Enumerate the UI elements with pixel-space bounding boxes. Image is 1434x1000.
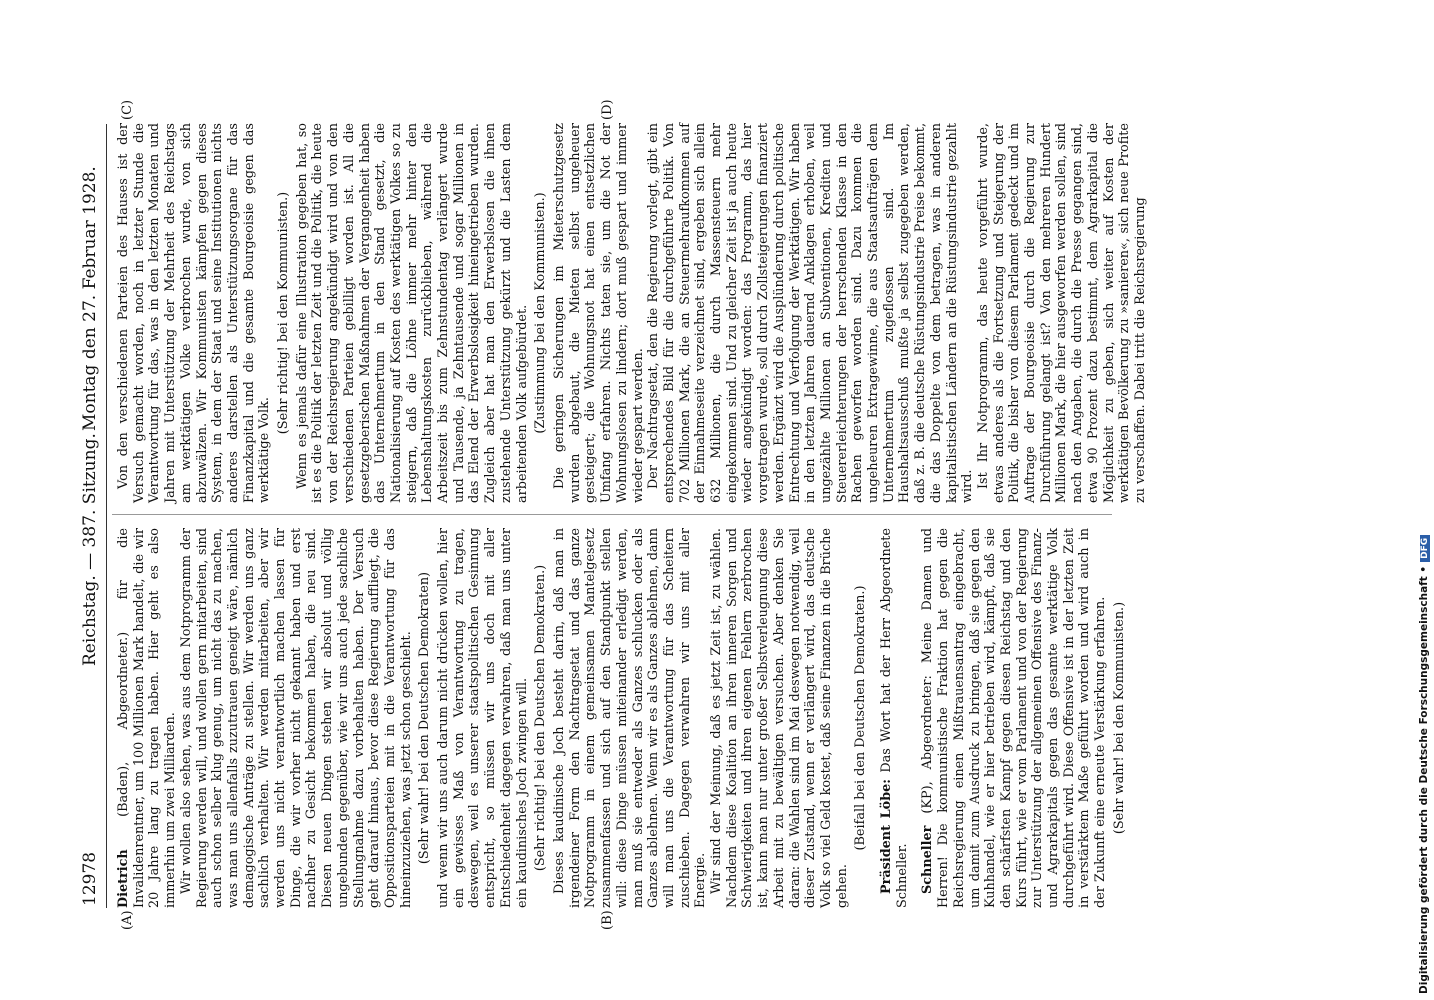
page-number: 12978 — [80, 851, 100, 906]
speaker-name: Präsident Löbe: — [879, 778, 895, 894]
interjection: (Zustimmung bei den Kommunisten.) — [533, 192, 549, 434]
paragraph: Schneller (KP), Abgeordneter: Meine Damen und Herren! Die kommunistische Fraktion hat gegen die Reichsregierung einen Mißtrauensantrag eingebracht, um damit zum Ausdruck zu bringen, daß sie gegen den Kuhhandel, wie er hier betrieben wird, kämpft, daß sie den schärfsten Kampf gegen diesen Reichstag und den Kurs führt, wie er vom Parlament und von der Regierung zur Unterstützung der allgemeinen Offensive des Finanz- und Agrarkapitals gegen das gesamte werktätige Volk durchgeführt wird. Diese Offensive ist in der letzten Zeit in verstärktem Maße geführt worden und wird auch in der Zukunft eine erneute Verstärkung erfahren. — [920, 528, 1109, 908]
paragraph: Dieses kaudinische Joch besteht darin, daß man in irgendeiner Form den Nachtragsetat und das ganze Notprogramm in einem gemeinsamen Mantelgesetz zusammenfassen und sich auf den Standpunkt stellen will: diese Dinge müssen miteinander erledigt werden, man muß sie entweder als Ganzes schlucken oder als Ganzes ablehnen. Wenn wir es als Ganzes ablehnen, dann will man uns die Verantwortung für das Scheitern zuschieben. Dagegen verwahren wir uns mit aller Energie. — [551, 528, 709, 908]
speaker-name: Schneller — [920, 825, 936, 894]
header-date: Montag den 27. Februar 1928. — [80, 166, 100, 431]
digitization-credit: Digitalisierung gefördert durch die Deutsche Forschungsgemeinschaft •DFG — [1418, 535, 1430, 994]
marker-a: (A) — [120, 910, 135, 930]
interjection: (Sehr richtig! bei den Kommunisten.) — [276, 191, 292, 435]
dfg-logo: DFG — [1420, 535, 1430, 562]
interjection: (Beifall bei den Deutschen Demokraten.) — [853, 585, 869, 851]
paragraph: Wir sind der Meinung, daß es jetzt Zeit ist, zu wählen. Nachdem diese Koalition an ihren inneren Sorgen und Schwierigkeiten und ihren eigenen Fehlern zerbrochen ist, kann man nur unter großer Selbstverleugnung diese Arbeit mit zu bewältigen versuchen. Aber denken Sie daran: die Wahlen sind im Mai deswegen notwendig, weil dieser Zustand, wenn er verlängert wird, das deutsche Volk so viel Geld kostet, daß seine Finanzen in die Brüche gehen. — [709, 528, 850, 908]
header-rule — [106, 124, 107, 908]
paragraph: Präsident Löbe: Das Wort hat der Herr Abgeordnete Schneller. — [879, 528, 910, 908]
paragraph: Wir wollen also sehen, was aus dem Notprogramm der Regierung werden will, und wollen gern mitarbeiten, sind auch schon selber klug genug, um nicht das zu machen, was man uns allenfalls zuzutrauen geneigt wäre, nämlich demagogische Anträge zu stellen. Wir werden uns ganz sachlich verhalten. Wir werden mitarbeiten, aber wir werden uns nicht verantwortlich machen lassen für Dinge, die wir vorher nicht gekannt haben und erst nachher zu Gesicht bekommen haben, die neu sind. Diesen neuen Dingen stehen wir absolut und völlig ungebunden gegenüber, wie wir uns auch jede sachliche Stellungnahme dazu vorbehalten haben. Der Versuch geht darauf hinaus, bevor diese Regierung auffliegt, die Oppositionsparteien mit in die Verantwortung für das hineinzuziehen, was jetzt schon geschieht. — [178, 528, 414, 908]
paragraph: Die geringen Sicherungen im Mieterschutzgesetz wurden abgebaut, die Mieten selbst ungeheuer gesteigert; die Wohnungsnot hat einen entsetzlichen Umfang erfahren. Nichts taten sie, um die Not der Wohnungslosen zu lindern; dort muß gespart und immer wieder gespart werden. — [551, 123, 646, 503]
interjection: (Sehr wahr! bei den Deutschen Demokraten) — [417, 571, 433, 865]
marker-c: (C) — [120, 99, 135, 120]
paragraph: und wenn wir uns auch darum nicht drücken wollen, hier ein gewisses Maß von Verantwortung zu tragen, deswegen, weil es unserer staatspolitischen Gesinnung entspricht, so müssen wir uns doch mit aller Entschiedenheit dagegen verwahren, daß man uns unter ein kaudinisches Joch zwingen will. — [436, 528, 530, 908]
paragraph: Ist Ihr Notprogramm, das heute vorgeführt wurde, etwas anderes als die Fortsetzung und Steigerung der Politik, die bisher von diesem Parlament gedeckt und im Auftrage der Bourgeoisie durch die Regierung zur Durchführung gelangt ist? Von den mehreren Hundert Millionen Mark, die hier ausgeworfen werden sollen, sind nach den Angaben, die durch die Presse gegangen sind, etwa 90 Prozent dazu bestimmt, dem Agrarkapital die Möglichkeit zu geben, sich weiter auf Kosten der werktätigen Bevölkerung zu »sanieren«, sich neue Profite zu verschaffen. Dabei tritt die Reichsregierung — [975, 123, 1148, 503]
right-column — [116, 122, 1148, 503]
paragraph: Dietrich (Baden), Abgeordneter.) für die Invalidenrentner, um 100 Millionen Mark handelt, die wir 20 Jahre lang zu tragen haben. Hier geht es also immerhin um zwei Milliarden. — [116, 528, 179, 908]
interjection: (Sehr richtig! bei den Deutschen Demokraten.) — [533, 564, 549, 872]
speaker-name: Dietrich — [116, 849, 131, 908]
paragraph: Der Nachtragsetat, den die Regierung vorlegt, gibt ein entsprechendes Bild für die durchgeführte Politik. Von 702 Millionen Mark, die an Steuermehraufkommen auf der Einnahmeseite verzeichnet sind, ergeben sich allein 632 Millionen, die durch Massensteuern mehr eingekommen sind. Und zu gleicher Zeit ist ja auch heute wieder angekündigt worden: das Programm, das hier vorgetragen wurde, soll durch Zollsteigerungen finanziert werden. Ergänzt wird die Ausplünderung durch politische Entrechtung und Verfolgung der Werktätigen. Wir haben in den letzten Jahren dauernd Anklagen erhoben, weil ungezählte Millionen an Subventionen, Krediten und Steuererleichterungen der herrschenden Klasse in den Rachen geworfen worden sind. Dazu kommen die ungeheuren Extragewinne, die aus Staatsaufträgen dem Unternehmertum zugeflossen sind. Im Haushaltsausschuß mußte ja selbst zugegeben werden, daß z. B. die deutsche Rüstungsindustrie Preise bekommt, die das Doppelte von dem betragen, was in anderen kapitalistischen Ländern an die Rüstungsindustrie gezahlt wird. — [646, 122, 976, 503]
left-column — [116, 528, 1127, 908]
column-divider — [112, 514, 1112, 515]
interjection: (Sehr wahr! bei den Kommunisten.) — [1111, 601, 1127, 835]
header-title: Reichstag. — 387. Sitzung. — [80, 433, 100, 666]
marker-d: (D) — [600, 99, 615, 120]
paragraph: Von den verschiedenen Parteien des Hauses ist der Versuch gemacht worden, noch in letzter Stunde die Verantwortung für das, was in den letzten Monaten und Jahren mit Unterstützung der Mehrheit des Reichstags am werktätigen Volke verbrochen wurde, von sich abzuwälzen. Wir Kommunisten kämpfen gegen dieses System, in dem der Staat und seine Institutionen nichts anderes darstellen als Unterstützungsorgane für das Finanzkapital und die gesamte Bourgeoisie gegen das werktätige Volk. — [116, 123, 273, 503]
paragraph: Wenn es jemals dafür eine Illustration gegeben hat, so ist es die Politik der letzten Zeit und die Politik, die heute von der Reichsregierung angekündigt wird und von den verschiedenen Parteien gebilligt worden ist. All die gesetzgeberischen Maßnahmen der Vergangenheit haben das Unternehmertum in den Stand gesetzt, die Nationalisierung auf Kosten des werktätigen Volkes so zu steigern, daß die Löhne immer mehr hinter den Lebenshaltungskosten zurückblieben, während die Arbeitszeit bis zum Zehnstundentag verlängert wurde und Tausende, ja Zehntausende und sogar Millionen in das Elend der Erwerbslosigkeit hineingetrieben wurden. Zugleich aber hat man den Erwerbslosen die ihnen zustehende Unterstützung gekürzt und die Lasten dem arbeitenden Volk aufgebürdet. — [294, 123, 530, 503]
marker-b: (B) — [600, 910, 615, 930]
